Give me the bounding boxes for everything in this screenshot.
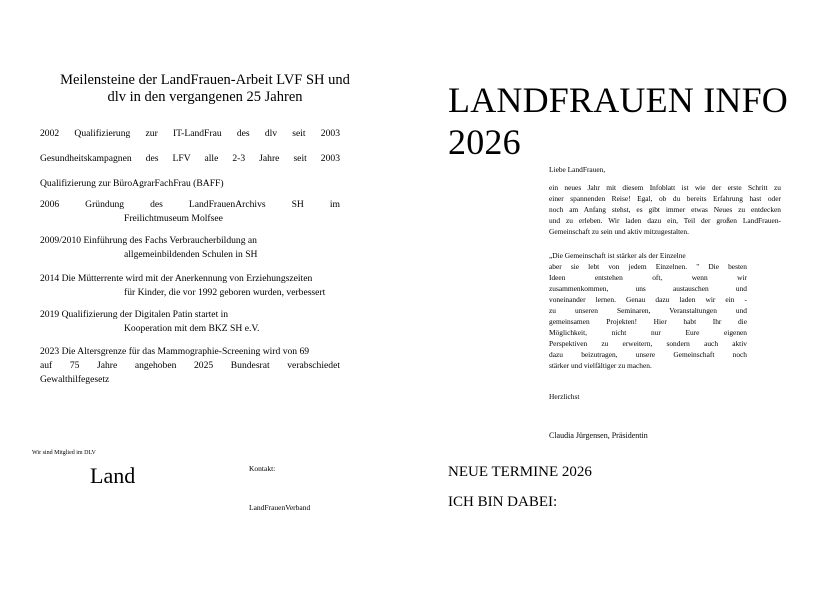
termine-heading: NEUE TERMINE 2026 xyxy=(448,464,592,480)
milestone-2006: 2006 Gründung des LandFrauenArchivs SH im Freilichtmuseum Molfsee xyxy=(40,199,340,224)
closing: Herzlichst xyxy=(549,392,580,401)
intro-paragraph: ein neues Jahr mit diesem Infoblatt ist wie der erste Schritt zu einer spannenden Reise! Egal, ob du bereits Erfahrung hast oder noch am Anfang stehst, es gibt immer etwas Neues zu entdecken und zu erleben. Wir laden dazu ein, Teil der großen LandFrauen- Gemeinschaft zu sein und aktiv mitzugestalten. xyxy=(549,183,781,236)
verband-label: LandFrauenVerband xyxy=(249,503,311,512)
dlv-member-note: Wir sind Mitglied im DLV xyxy=(32,450,96,456)
milestone-2009: 2009/2010 Einführung des Fachs Verbraucherbildung an allgemeinbildenden Schulen in SH xyxy=(40,235,258,260)
milestone-gesundheit: Gesundheitskampagnen des LFV alle 2-3 Jahre seit 2003 xyxy=(40,153,340,164)
milestone-2019: 2019 Qualifizierung der Digitalen Patin startet in Kooperation mit dem BKZ SH e.V. xyxy=(40,309,260,334)
milestone-baff: Qualifizierung zur BüroAgrarFachFrau (BAFF) xyxy=(40,178,224,189)
dabei-heading: ICH BIN DABEI: xyxy=(448,494,558,510)
greeting: Liebe LandFrauen, xyxy=(549,165,606,174)
kontakt-label: Kontakt: xyxy=(249,464,276,473)
signature: Claudia Jürgensen, Präsidentin xyxy=(549,431,648,440)
milestone-2002: 2002 Qualifizierung zur IT-LandFrau des dlv seit 2003 xyxy=(40,128,340,139)
quote-paragraph: „Die Gemeinschaft ist stärker als der Einzelne aber sie lebt von jedem Einzelnen. " Die besten Ideen entstehen oft, wenn wir zusammenkommen, uns austauschen und voneinander lernen. Genau dazu laden wir ein - zu unseren Seminaren, Veranstaltungen und gemeinsamen Projekten! Hier habt Ihr die Möglichkeit, nicht nur Eure eigenen Perspektiven zu erweitern, sondern auch aktiv dazu beizutragen, unsere Gemeinschaft noch stärker und vielfältiger zu machen. xyxy=(549,251,747,370)
info-title: LANDFRAUEN INFO xyxy=(448,80,789,120)
milestones-title: Meilensteine der LandFrauen-Arbeit LVF SH und dlv in den vergangenen 25 Jahren xyxy=(60,72,350,105)
milestone-2014: 2014 Die Mütterrente wird mit der Anerkennung von Erziehungszeiten für Kinder, die vor 1992 geboren wurden, verbessert xyxy=(40,273,326,298)
landfrauen-logo-text: Land xyxy=(90,463,136,488)
milestone-2023: 2023 Die Altersgrenze für das Mammographie-Screening wird von 69 auf 75 Jahre angehoben 2025 Bundesrat verabschiedet Gewalthilfegesetz xyxy=(40,346,340,385)
info-year: 2026 xyxy=(448,122,521,162)
